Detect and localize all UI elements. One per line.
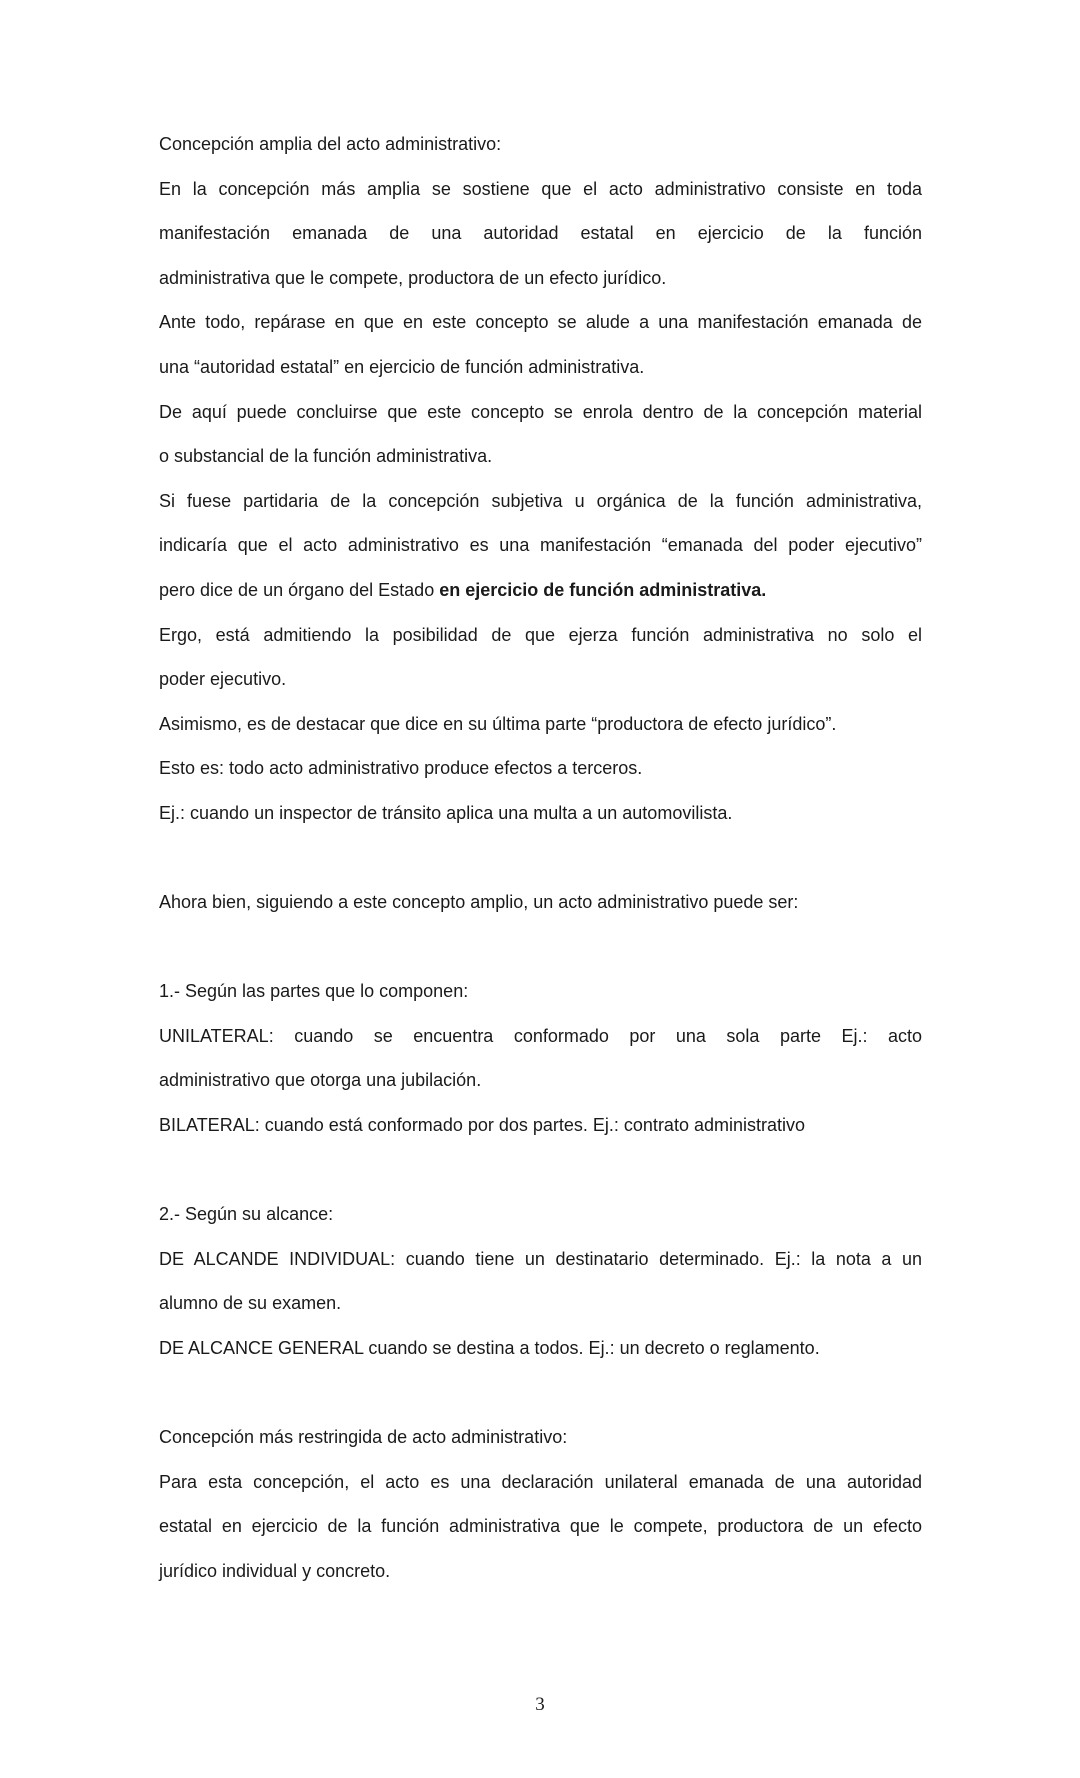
paragraph-line: o substancial de la función administrativa.	[159, 446, 493, 467]
paragraph-line: Si fuese partidaria de la concepción subjetiva u orgánica de la función administrativa,	[159, 490, 922, 511]
paragraph-line: estatal en ejercicio de la función administrativa que le compete, productora de un efecto	[159, 1516, 922, 1537]
list-heading-partes: 1.- Según las partes que lo componen:	[159, 981, 469, 1002]
spacer	[159, 1371, 922, 1416]
bold-emphasis: en ejercicio de función administrativa.	[439, 579, 767, 600]
list-item-unilateral-cont: administrativo que otorga una jubilación.	[159, 1070, 482, 1091]
page-number: 3	[535, 1694, 545, 1715]
paragraph-line: Ahora bien, siguiendo a este concepto amplio, un acto administrativo puede ser:	[159, 892, 799, 913]
section-heading-concepcion-restringida: Concepción más restringida de acto administrativo:	[159, 1427, 568, 1448]
list-item-bilateral: BILATERAL: cuando está conformado por dos partes. Ej.: contrato administrativo	[159, 1115, 805, 1136]
paragraph-line: Asimismo, es de destacar que dice en su última parte “productora de efecto jurídico”.	[159, 713, 837, 734]
page-body	[159, 122, 922, 1594]
spacer	[159, 1148, 922, 1193]
paragraph-line: Ej.: cuando un inspector de tránsito aplica una multa a un automovilista.	[159, 802, 733, 823]
paragraph-line: Para esta concepción, el acto es una declaración unilateral emanada de una autoridad	[159, 1471, 922, 1492]
list-item-general: DE ALCANCE GENERAL cuando se destina a todos. Ej.: un decreto o reglamento.	[159, 1338, 820, 1359]
paragraph-line: Ante todo, repárase en que en este concepto se alude a una manifestación emanada de	[159, 312, 922, 333]
paragraph-line: Ergo, está admitiendo la posibilidad de que ejerza función administrativa no solo el	[159, 624, 922, 645]
list-item-unilateral: UNILATERAL: cuando se encuentra conformado por una sola parte Ej.: acto	[159, 1025, 922, 1046]
paragraph-line-mixed	[159, 568, 922, 613]
spacer	[159, 836, 922, 881]
paragraph-line: una “autoridad estatal” en ejercicio de función administrativa.	[159, 356, 645, 377]
list-item-individual-cont: alumno de su examen.	[159, 1293, 342, 1314]
paragraph-line: De aquí puede concluirse que este concepto se enrola dentro de la concepción material	[159, 401, 922, 422]
list-item-individual: DE ALCANDE INDIVIDUAL: cuando tiene un destinatario determinado. Ej.: la nota a un	[159, 1248, 922, 1269]
paragraph-line: jurídico individual y concreto.	[159, 1561, 391, 1581]
paragraph-line: indicaría que el acto administrativo es una manifestación “emanada del poder ejecutivo”	[159, 535, 922, 556]
spacer	[159, 925, 922, 970]
paragraph-line: En la concepción más amplia se sostiene que el acto administrativo consiste en toda	[159, 178, 922, 199]
paragraph-line: manifestación emanada de una autoridad estatal en ejercicio de la función	[159, 223, 922, 244]
list-heading-alcance: 2.- Según su alcance:	[159, 1204, 334, 1225]
paragraph-line: Esto es: todo acto administrativo produce efectos a terceros.	[159, 758, 643, 779]
section-heading-concepcion-amplia: Concepción amplia del acto administrativo:	[159, 134, 502, 154]
plain-text: pero dice de un órgano del Estado	[159, 579, 440, 600]
paragraph-line: administrativa que le compete, productora de un efecto jurídico.	[159, 267, 667, 288]
paragraph-line: poder ejecutivo.	[159, 669, 287, 690]
